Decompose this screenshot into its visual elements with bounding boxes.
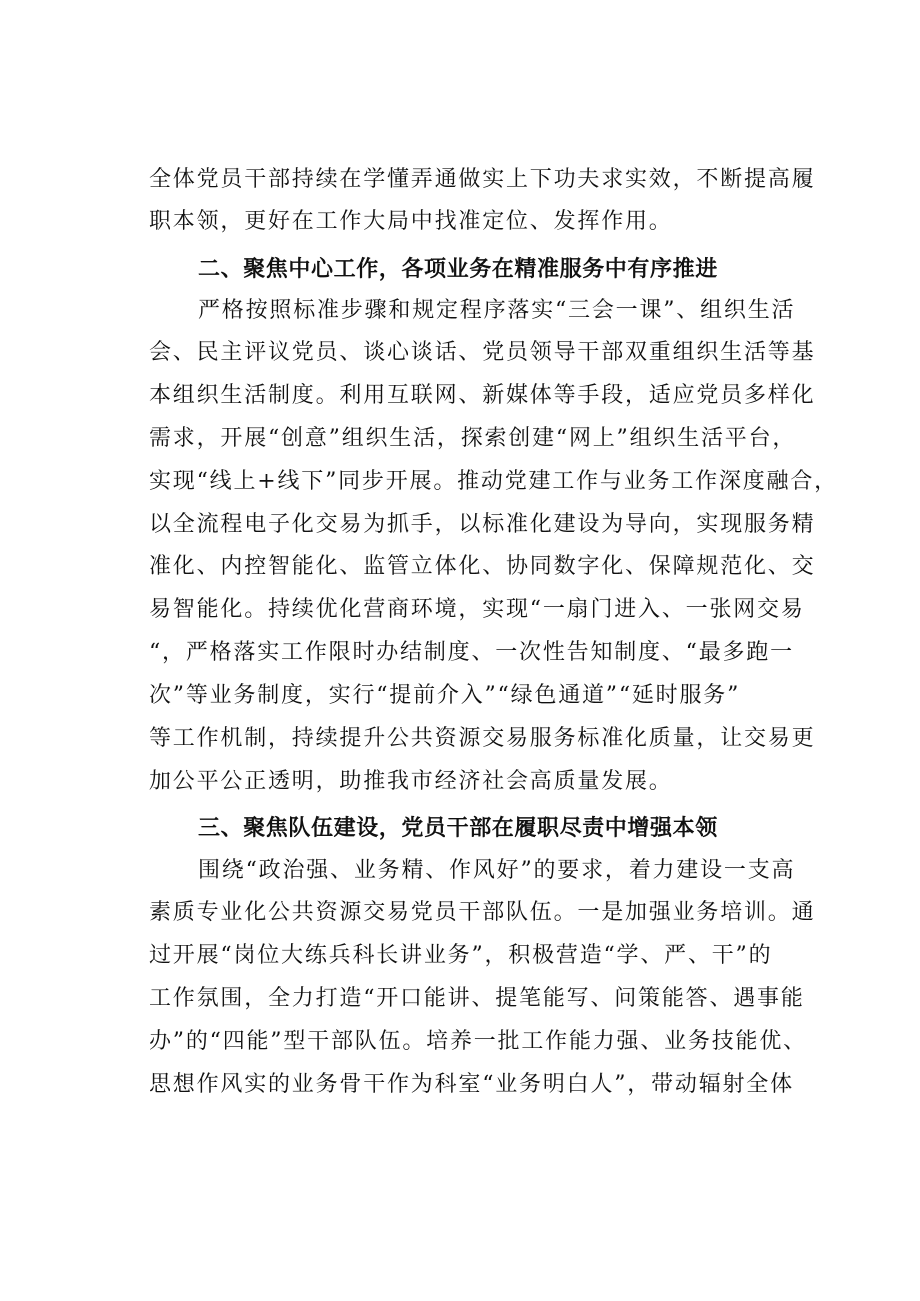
body-text-line: “，严格落实工作限时办结制度、一次性告知制度、“最多跑一 [149,640,794,665]
body-text-line: 次”等业务制度，实行“提前介入”“绿色通道”“延时服务” [149,683,741,708]
body-text-line: 办”的“四能”型干部队伍。培养一批工作能力强、业务技能优、 [149,1029,807,1054]
body-text-line: 思想作风实的业务骨干作为科室“业务明白人”，带动辐射全体 [149,1072,794,1097]
body-text-line: 等工作机制，持续提升公共资源交易服务标准化质量，让交易更 [149,726,816,751]
body-text-line: 以全流程电子化交易为抓手，以标准化建设为导向，实现服务精 [149,512,816,537]
body-text-line: 全体党员干部持续在学懂弄通做实上下功夫求实效，不断提高履 [149,167,816,192]
body-text-line: 工作氛围，全力打造“开口能讲、提笔能写、问策能答、遇事能 [149,986,805,1011]
body-text-line: 加公平公正透明，助推我市经济社会高质量发展。 [149,769,673,794]
body-text-line: 实现“线上+线下”同步开展。推动党建工作与业务工作深度融合， [149,469,838,494]
body-text-line: 准化、内控智能化、监管立体化、协同数字化、保障规范化、交 [149,554,816,579]
body-text-line: 职本领，更好在工作大局中找准定位、发挥作用。 [149,209,673,234]
body-text-line: 本组织生活制度。利用互联网、新媒体等手段，适应党员多样化 [149,383,816,408]
body-text-line: 过开展“岗位大练兵科长讲业务”，积极营造“学、严、干”的 [149,943,773,968]
section-heading-3: 三、聚焦队伍建设，党员干部在履职尽责中增强本领 [198,816,718,841]
body-text-line: 围绕“政治强、业务精、作风好”的要求，着力建设一支高 [198,858,796,883]
body-text-line: 需求，开展“创意”组织生活，探索创建“网上”组织生活平台， [149,426,797,451]
section-heading-2: 二、聚焦中心工作，各项业务在精准服务中有序推进 [198,257,718,282]
body-text-line: 严格按照标准步骤和规定程序落实“三会一课”、组织生活 [198,298,796,323]
body-text-line: 素质专业化公共资源交易党员干部队伍。一是加强业务培训。通 [149,900,816,925]
body-text-line: 易智能化。持续优化营商环境，实现“一扇门进入、一张网交易 [149,597,805,622]
body-text-line: 会、民主评议党员、谈心谈话、党员领导干部双重组织生活等基 [149,340,816,365]
